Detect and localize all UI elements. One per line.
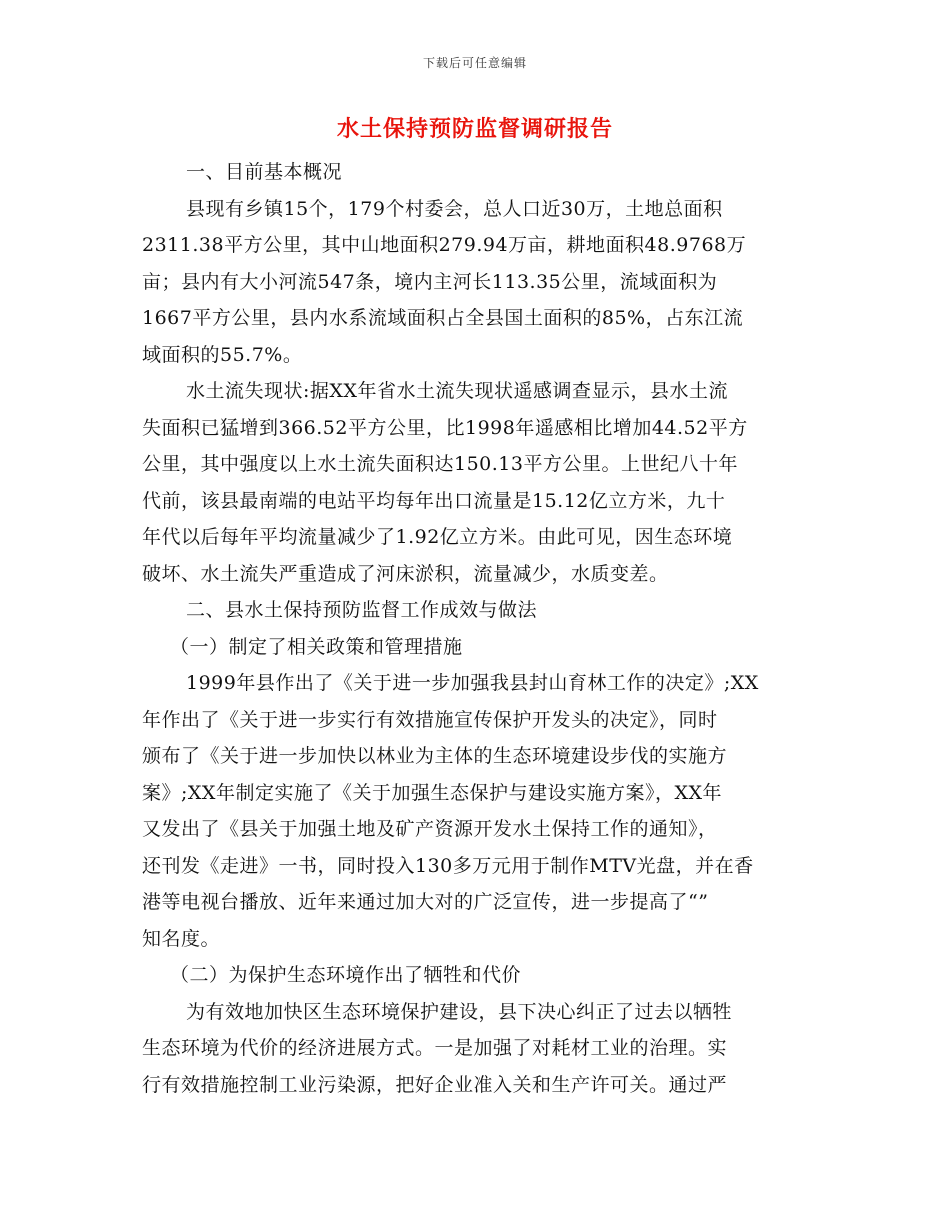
document-body — [142, 154, 812, 1103]
paragraph-line: 1999年县作出了《关于进一步加强我县封山育林工作的决定》;XX — [186, 672, 759, 694]
paragraph-line: 知名度。 — [142, 927, 221, 950]
section-heading: 一、目前基本概况 — [186, 161, 343, 183]
paragraph-line: 2311.38平方公里，其中山地面积279.94万亩，耕地面积48.9768万 — [142, 234, 747, 256]
paragraph-line: 案》;XX年制定实施了《关于加强生态保护与建设实施方案》，XX年 — [142, 781, 723, 804]
paragraph-line: 年作出了《关于进一步实行有效措施宣传保护开发头的决定》，同时 — [142, 708, 718, 731]
paragraph-line: 1667平方公里，县内水系流域面积占全县国土面积的85%，占东江流 — [142, 307, 744, 329]
header-note: 下载后可任意编辑 — [422, 56, 527, 70]
paragraph-line: 还刊发《走进》一书，同时投入130多万元用于制作MTV光盘，并在香 — [142, 854, 754, 877]
paragraph-line: 港等电视台播放、近年来通过加大对的广泛宣传，进一步提高了“” — [142, 891, 709, 913]
paragraph-line: 破坏、水土流失严重造成了河床淤积，流量减少，水质变差。 — [142, 562, 669, 585]
document-title: 水土保持预防监督调研报告 — [336, 116, 613, 142]
paragraph-line: 颁布了《关于进一步加快以林业为主体的生态环境建设步伐的实施方 — [142, 745, 728, 767]
paragraph-line: 县现有乡镇15个，179个村委会，总人口近30万，土地总面积 — [186, 197, 723, 220]
paragraph-line: 失面积已猛增到366.52平方公里，比1998年遥感相比增加44.52平方 — [142, 416, 748, 439]
paragraph-line: 代前，该县最南端的电站平均每年出口流量是15.12亿立方米，九十 — [142, 489, 726, 512]
paragraph-line: 域面积的55.7%。 — [142, 343, 303, 366]
paragraph-line: 为有效地加快区生态环境保护建设，县下决心纠正了过去以牺牲 — [186, 1000, 733, 1023]
paragraph-line: 行有效措施控制工业污染源，把好企业准入关和生产许可关。通过严 — [142, 1073, 728, 1096]
paragraph-line: 年代以后每年平均流量减少了1.92亿立方米。由此可见，因生态环境 — [142, 526, 733, 548]
paragraph-line: 水土流失现状:据XX年省水土流失现状遥感调查显示，县水土流 — [186, 380, 728, 402]
section-heading: 二、县水土保持预防监督工作成效与做法 — [186, 599, 538, 621]
paragraph-line: 生态环境为代价的经济进展方式。一是加强了对耗材工业的治理。实 — [142, 1037, 728, 1059]
subsection-heading: （一）制定了相关政策和管理措施 — [170, 635, 463, 658]
paragraph-line: 又发出了《县关于加强土地及矿产资源开发水土保持工作的通知》， — [142, 818, 718, 840]
subsection-heading: （二）为保护生态环境作出了牺牲和代价 — [170, 964, 522, 986]
paragraph-line: 公里，其中强度以上水土流失面积达150.13平方公里。上世纪八十年 — [142, 453, 738, 475]
paragraph-line: 亩；县内有大小河流547条，境内主河长113.35公里，流域面积为 — [142, 270, 718, 293]
